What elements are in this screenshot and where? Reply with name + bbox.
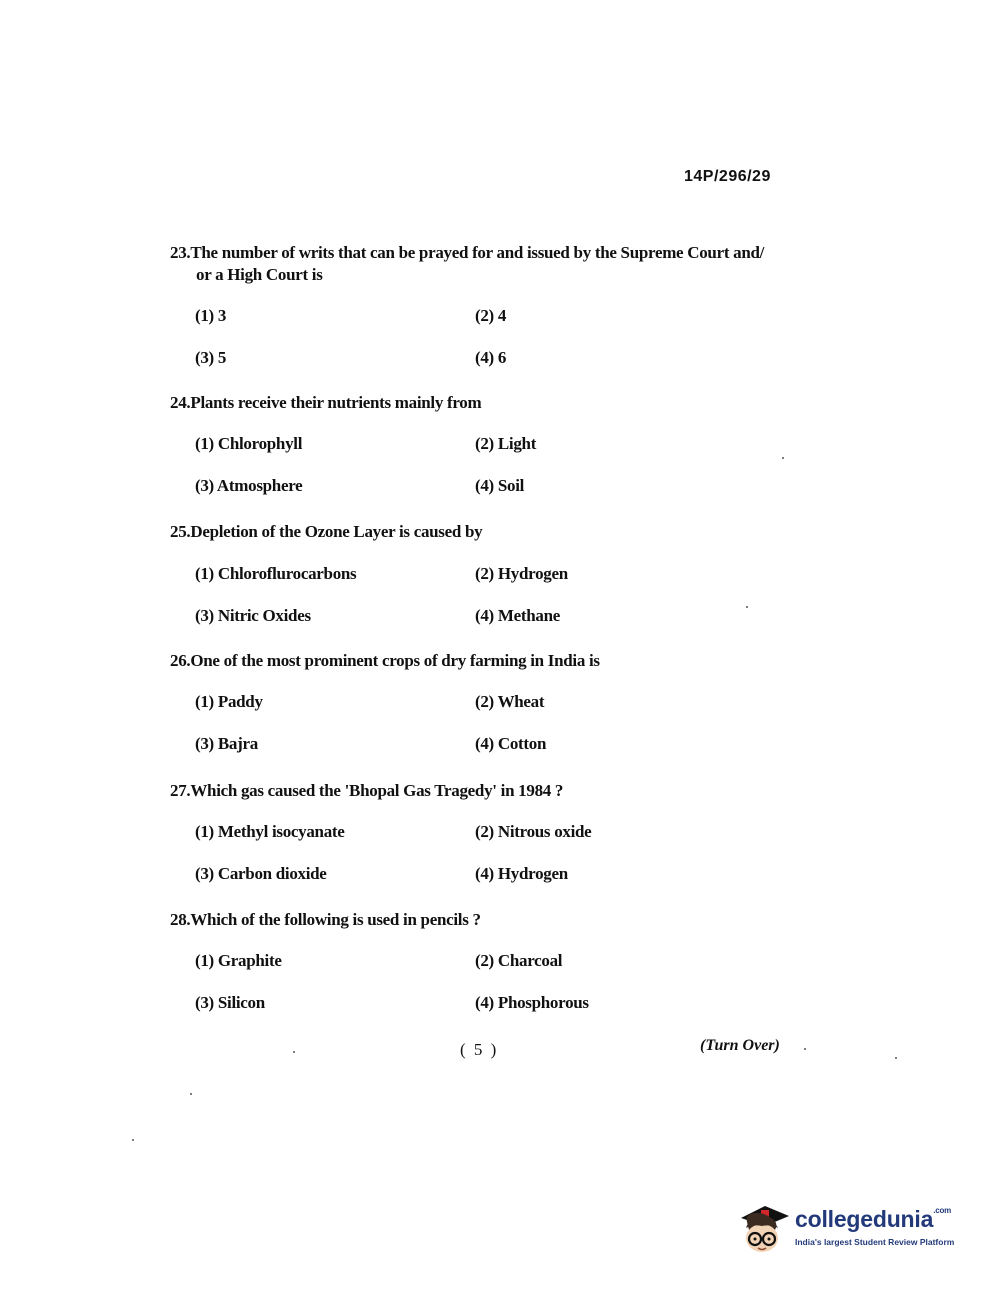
question-number: 24. [170,393,191,412]
question-text [170,780,810,802]
page-number: ( 5 ) [460,1040,499,1059]
options [195,692,810,778]
question-number: 28. [170,910,191,929]
option-1: (1) Methyl isocyanate [195,822,345,841]
option-2: (2) Hydrogen [475,564,568,583]
option-2: (2) Charcoal [475,951,563,970]
scan-speck [895,1057,897,1059]
scan-speck [293,1051,295,1053]
scan-speck [782,457,784,459]
scan-speck [132,1139,134,1141]
question-number: 25. [170,522,191,541]
options [195,306,810,392]
option-3: (3) Silicon [195,993,265,1012]
option-2: (2) 4 [475,306,507,325]
question-text [170,650,810,672]
question-line-1: Depletion of the Ozone Layer is caused by [190,522,483,541]
option-3: (3) Bajra [195,734,258,753]
logo-wordmark: collegedunia$^{.com}$ [795,1206,952,1232]
option-2: (2) Light [475,434,537,453]
option-1: (1) Chloroflurocarbons [195,564,357,583]
collegedunia-logo [735,1196,965,1266]
option-3: (3) Atmosphere [195,476,303,495]
question-26 [170,650,810,778]
question-line-1: One of the most prominent crops of dry farming in India is [190,651,600,670]
scan-speck [804,1048,806,1050]
question-line-1: The number of writs that can be prayed for and issued by the Supreme Court and/ [190,243,765,262]
option-4: (4) Phosphorous [475,993,589,1012]
question-line-1: Plants receive their nutrients mainly from [190,393,482,412]
student-mascot-icon [735,1196,793,1258]
options [195,822,810,908]
question-28 [170,909,810,1037]
option-3: (3) 5 [195,348,227,367]
option-4: (4) 6 [475,348,507,367]
question-text [170,909,810,931]
option-1: (1) Graphite [195,951,282,970]
scan-speck [190,1093,192,1095]
option-3: (3) Nitric Oxides [195,606,311,625]
question-line-2: or a High Court is [196,265,323,284]
question-24 [170,392,810,520]
option-3: (3) Carbon dioxide [195,864,327,883]
question-number: 23. [170,243,191,262]
question-text [170,521,810,543]
question-number: 26. [170,651,191,670]
question-27 [170,780,810,908]
option-4: (4) Soil [475,476,525,495]
option-4: (4) Methane [475,606,560,625]
question-line-1: Which gas caused the 'Bhopal Gas Tragedy' in 1984 ? [190,781,564,800]
logo-domain: .com [933,1206,952,1215]
option-4: (4) Cotton [475,734,547,753]
logo-tagline: India's largest Student Review Platform [795,1237,955,1247]
question-number: 27. [170,781,191,800]
question-25 [170,521,810,650]
turn-over-note: (Turn Over) [700,1037,780,1054]
option-4: (4) Hydrogen [475,864,568,883]
option-2: (2) Wheat [475,692,545,711]
option-1: (1) Chlorophyll [195,434,303,453]
option-1: (1) 3 [195,306,227,325]
options [195,951,810,1037]
option-2: (2) Nitrous oxide [475,822,592,841]
scan-speck [746,606,748,608]
paper-code: 14P/296/29 [684,168,771,185]
question-text [170,392,810,414]
question-23 [170,242,810,392]
options [195,434,810,520]
question-text [170,242,810,286]
options [195,564,810,650]
question-line-1: Which of the following is used in pencils ? [190,910,481,929]
option-1: (1) Paddy [195,692,263,711]
